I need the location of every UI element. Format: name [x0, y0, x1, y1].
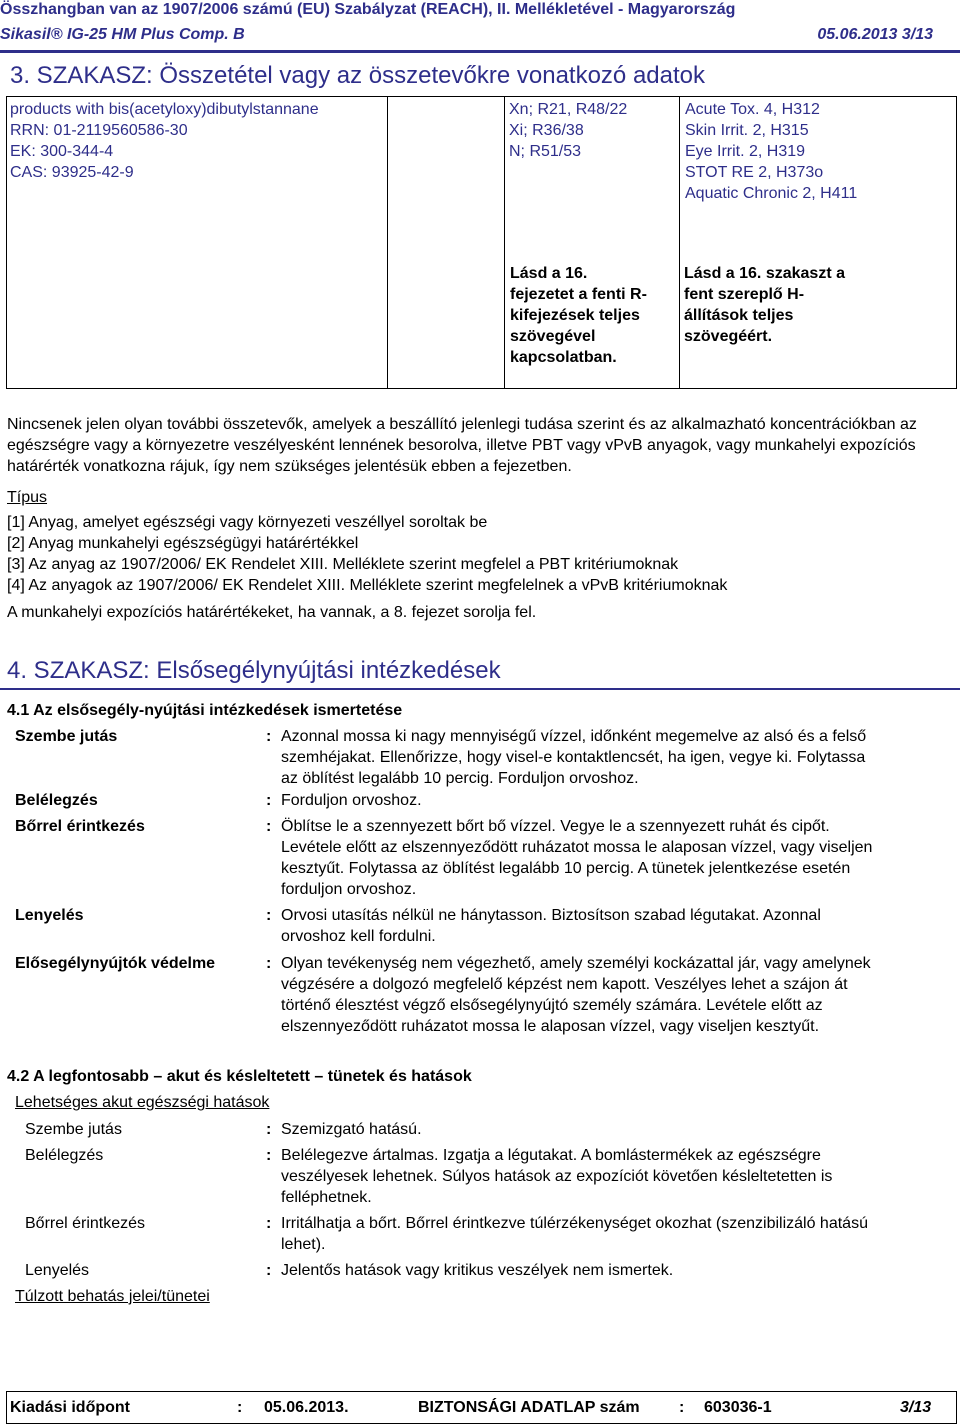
measure-colon: : — [266, 728, 272, 745]
classification-67-line: Xn; R21, R48/22 — [509, 101, 628, 118]
classification-67-line: N; R51/53 — [509, 143, 582, 160]
measure-colon: : — [266, 818, 272, 835]
effect-line: Jelentős hatások vagy kritikus veszélyek nem ismertek. — [281, 1262, 674, 1279]
component-rrn: RRN: 01-2119560586-30 — [10, 122, 188, 139]
effect-value-skin — [281, 1213, 951, 1255]
header-date-page: 05.06.2013 3/13 — [817, 26, 933, 43]
overexposure-heading: Túlzott behatás jelei/tünetei — [15, 1288, 210, 1305]
type-item: [2] Anyag munkahelyi egészségügyi határértékkel — [7, 535, 359, 552]
measure-line: orvoshoz kell fordulni. — [281, 928, 436, 945]
measure-label-eye: Szembe jutás — [15, 728, 118, 745]
type-item: [4] Az anyagok az 1907/2006/ EK Rendelet XIII. Melléklete szerint megfelelnek a vPvB kritériumoknak — [7, 577, 728, 594]
effect-label-eye: Szembe jutás — [25, 1121, 122, 1138]
measure-value-inhalation — [281, 790, 951, 811]
classification-clp-line: STOT RE 2, H373o — [685, 164, 824, 181]
component-name: products with bis(acetyloxy)dibutylstannane — [10, 101, 319, 118]
note-line: Lásd a 16. — [510, 265, 588, 282]
table-divider — [387, 96, 388, 389]
note-line: Lásd a 16. szakaszt a — [684, 265, 845, 282]
measure-colon: : — [266, 955, 272, 972]
document-header-title: Összhangban van az 1907/2006 számú (EU) Szabályzat (REACH), II. Mellékletével - Magyarország — [0, 1, 736, 18]
effect-colon: : — [266, 1147, 272, 1164]
note-line: kifejezések teljes — [510, 307, 640, 324]
measure-colon: : — [266, 792, 272, 809]
effect-line: veszélyesek lehetnek. Súlyos hatások az expozíciót követően késleltetetten is — [281, 1168, 833, 1185]
type-item: [1] Anyag, amelyet egészségi vagy környezeti veszéllyel soroltak be — [7, 514, 488, 531]
measure-line: forduljon orvoshoz. — [281, 881, 417, 898]
footer-colon: : — [237, 1399, 243, 1416]
table-divider — [679, 96, 680, 389]
effect-line: Belélegezve ártalmas. Izgatja a légutakat. A bomlástermékek az egészségre — [281, 1147, 821, 1164]
table-divider — [504, 96, 505, 389]
measure-colon: : — [266, 907, 272, 924]
measure-line: Öblítse le a szennyezett bőrt bő vízzel. Vegye le a szennyezett ruhát és cipőt. — [281, 818, 830, 835]
component-cas: CAS: 93925-42-9 — [10, 164, 134, 181]
measure-value-ingestion — [281, 905, 951, 947]
effect-line: Irritálhatja a bőrt. Bőrrel érintkezve túlérzékenységet okozhat (szenzibilizáló hatású — [281, 1215, 868, 1232]
effect-line: felléphetnek. — [281, 1189, 372, 1206]
note-h-statements — [684, 263, 845, 347]
note-r-phrases — [510, 263, 647, 368]
footer-colon: : — [679, 1399, 685, 1416]
measure-line: elszennyeződött ruházatot mossa le alaposan vízzel, vagy viseljen kesztyűt. — [281, 1018, 820, 1035]
exposure-limit-note: A munkahelyi expozíciós határértékeket, ha vannak, a 8. fejezet sorolja fel. — [7, 604, 537, 621]
subsection-4-1-title: 4.1 Az elsősegély-nyújtási intézkedések ismertetése — [7, 702, 403, 719]
measure-label-inhalation: Belélegzés — [15, 792, 98, 809]
types-label: Típus — [7, 489, 48, 506]
measure-line: Levétele előtt az elszennyeződött ruházatot mossa le alaposan vízzel, vagy viseljen — [281, 839, 873, 856]
effect-value-ingestion — [281, 1260, 951, 1281]
classification-67-cell — [509, 99, 627, 162]
effect-value-inhalation — [281, 1145, 951, 1208]
header-divider — [0, 50, 960, 53]
measure-value-skin — [281, 816, 951, 900]
measure-line: Forduljon orvoshoz. — [281, 792, 422, 809]
footer-sds-number: 603036-1 — [704, 1399, 772, 1416]
classification-clp-cell — [685, 99, 857, 204]
effect-line: lehet). — [281, 1236, 326, 1253]
measure-line: történő élesztést végző elsősegélynyújtó személy számára. Levétele előtt az — [281, 997, 823, 1014]
measure-line: Azonnal mossa ki nagy mennyiségű vízzel, időnként megemelve az alsó és a felső — [281, 728, 867, 745]
section3-title: 3. SZAKASZ: Összetétel vagy az összetevőkre vonatkozó adatok — [10, 62, 706, 89]
footer-issue-date: 05.06.2013. — [264, 1399, 349, 1416]
footer-page-number: 3/13 — [900, 1399, 932, 1416]
footer-issue-label: Kiadási időpont — [10, 1399, 130, 1416]
note-line: állítások teljes — [684, 307, 794, 324]
measure-value-eye — [281, 726, 951, 789]
types-list — [7, 512, 955, 596]
type-item: [3] Az anyag az 1907/2006/ EK Rendelet XIII. Melléklete szerint megfelel a PBT kritériumoknak — [7, 556, 679, 573]
acute-effects-heading: Lehetséges akut egészségi hatások — [15, 1094, 270, 1111]
measure-line: végzésére a dolgozó megfelelő képzést nem kapott. Veszélyes lehet a szájon át — [281, 976, 848, 993]
note-line: fent szereplő H- — [684, 286, 805, 303]
measure-line: Olyan tevékenység nem végezhető, amely személyi kockázattal jár, vagy amelynek — [281, 955, 871, 972]
component-ek: EK: 300-344-4 — [10, 143, 114, 160]
classification-clp-line: Aquatic Chronic 2, H411 — [685, 185, 858, 202]
effect-line: Szemizgató hatású. — [281, 1121, 422, 1138]
measure-label-first-aider: Elősegélynyújtók védelme — [15, 955, 216, 972]
measure-line: Orvosi utasítás nélkül ne hánytasson. Biztosítson szabad légutakat. Azonnal — [281, 907, 821, 924]
note-line: szövegéért. — [684, 328, 773, 345]
classification-clp-line: Skin Irrit. 2, H315 — [685, 122, 809, 139]
classification-clp-line: Acute Tox. 4, H312 — [685, 101, 820, 118]
note-line: szövegével — [510, 328, 596, 345]
footer-sds-label: BIZTONSÁGI ADATLAP szám — [418, 1399, 640, 1416]
note-line: fejezetet a fenti R- — [510, 286, 647, 303]
section4-title: 4. SZAKASZ: Elsősegélynyújtási intézkedések — [7, 657, 501, 684]
subsection-4-2-title: 4.2 A legfontosabb – akut és késleltetett – tünetek és hatások — [7, 1068, 472, 1085]
product-name: Sikasil® IG-25 HM Plus Comp. B — [0, 26, 245, 43]
effect-colon: : — [266, 1121, 272, 1138]
effect-label-inhalation: Belélegzés — [25, 1147, 104, 1164]
effect-colon: : — [266, 1215, 272, 1232]
measure-label-ingestion: Lenyelés — [15, 907, 84, 924]
measure-line: szemhéjakat. Ellenőrizze, hogy visel-e kontaktlencsét, ha igen, vegye ki. Folytassa — [281, 749, 866, 766]
classification-clp-line: Eye Irrit. 2, H319 — [685, 143, 806, 160]
note-line: kapcsolatban. — [510, 349, 617, 366]
section4-divider — [0, 688, 960, 690]
effect-colon: : — [266, 1262, 272, 1279]
effect-value-eye — [281, 1119, 951, 1140]
effect-label-ingestion: Lenyelés — [25, 1262, 90, 1279]
measure-value-first-aider — [281, 953, 951, 1037]
measure-line: az öblítést legalább 10 percig. Forduljon orvoshoz. — [281, 770, 639, 787]
effect-label-skin: Bőrrel érintkezés — [25, 1215, 146, 1232]
classification-67-line: Xi; R36/38 — [509, 122, 584, 139]
no-other-ingredients-paragraph: Nincsenek jelen olyan további összetevők, amelyek a beszállító jelenlegi tudása szerint és az alkalmazható koncentrációkban az egészségre vagy a környezetre veszélyesként lennének besorolva, illetve PBT vagy vPvB anyagok, vagy munkahelyi expozíciós határérték vonatkozna rájuk, így nem szükséges jelentésük ebben a fejezetben. — [7, 416, 917, 475]
component-cell — [10, 99, 319, 183]
measure-line: kesztyűt. Folytassa az öblítést legalább 10 percig. A tünetek jelentkezése esetén — [281, 860, 851, 877]
measure-label-skin: Bőrrel érintkezés — [15, 818, 145, 835]
